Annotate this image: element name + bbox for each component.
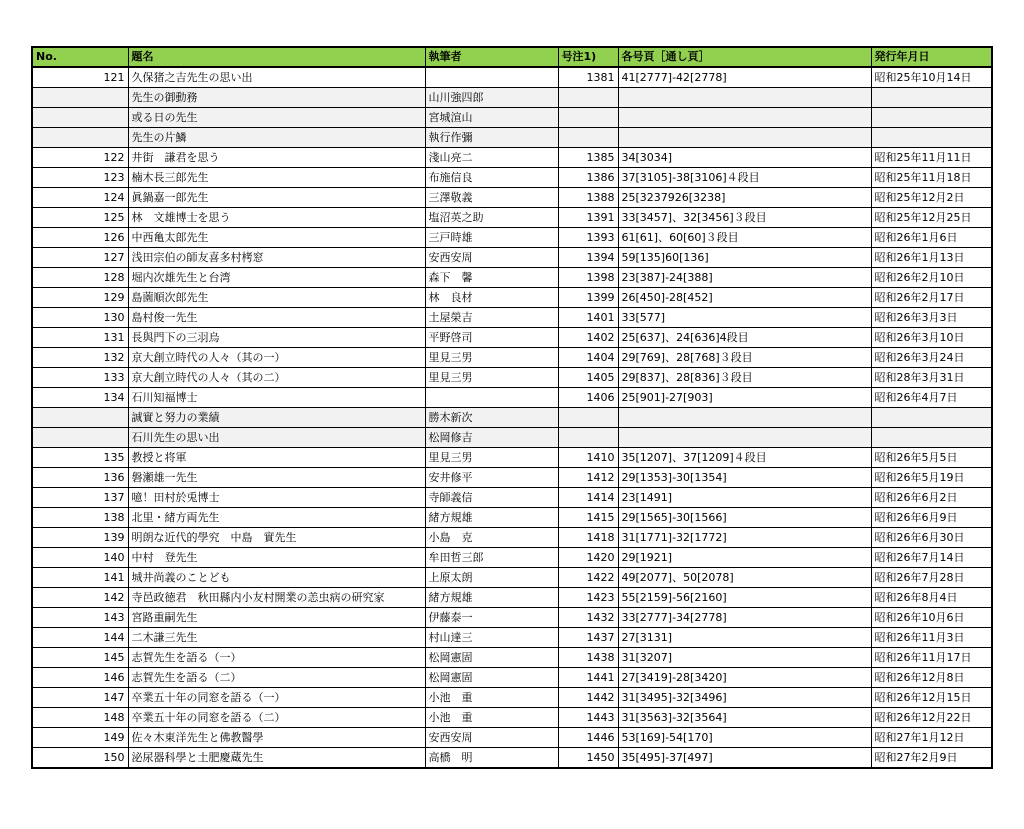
header-issue[interactable]: 号注1) [558, 47, 618, 67]
cell-title[interactable]: 中西亀太郎先生 [128, 228, 425, 248]
cell-issue[interactable]: 1418 [558, 528, 618, 548]
cell-no[interactable]: 145 [32, 648, 128, 668]
table-row[interactable] [32, 108, 992, 128]
cell-title[interactable]: 楠木長三郎先生 [128, 168, 425, 188]
cell-title[interactable]: 卒業五十年の同窓を語る（二） [128, 708, 425, 728]
cell-title[interactable]: 城井尚義のことども [128, 568, 425, 588]
cell-pages[interactable] [618, 428, 871, 448]
cell-pages[interactable]: 29[1565]-30[1566] [618, 508, 871, 528]
cell-title[interactable]: 寺邑政徳君 秋田縣内小友村開業の恙虫病の研究家 [128, 588, 425, 608]
cell-title[interactable]: 島薗順次郎先生 [128, 288, 425, 308]
cell-pages[interactable]: 27[3419]-28[3420] [618, 668, 871, 688]
table-row[interactable] [32, 368, 992, 388]
cell-author[interactable]: 村山達三 [425, 628, 558, 648]
cell-date[interactable]: 昭和26年12月8日 [871, 668, 992, 688]
cell-issue[interactable] [558, 108, 618, 128]
cell-date[interactable]: 昭和26年11月17日 [871, 648, 992, 668]
cell-pages[interactable]: 33[3457]、32[3456]３段目 [618, 208, 871, 228]
cell-author[interactable]: 布施信良 [425, 168, 558, 188]
table-row[interactable] [32, 468, 992, 488]
cell-author[interactable]: 土屋榮吉 [425, 308, 558, 328]
cell-author[interactable]: 寺師義信 [425, 488, 558, 508]
cell-no[interactable]: 137 [32, 488, 128, 508]
cell-pages[interactable]: 29[1353]-30[1354] [618, 468, 871, 488]
table-row[interactable] [32, 508, 992, 528]
cell-date[interactable]: 昭和26年11月3日 [871, 628, 992, 648]
cell-issue[interactable]: 1441 [558, 668, 618, 688]
cell-title[interactable]: 明朗な近代的學究 中島 實先生 [128, 528, 425, 548]
cell-author[interactable]: 小池 重 [425, 708, 558, 728]
cell-no[interactable]: 140 [32, 548, 128, 568]
cell-pages[interactable]: 41[2777]-42[2778] [618, 67, 871, 88]
table-row[interactable] [32, 408, 992, 428]
cell-issue[interactable]: 1410 [558, 448, 618, 468]
header-no[interactable]: No. [32, 47, 128, 67]
cell-no[interactable]: 149 [32, 728, 128, 748]
cell-title[interactable]: 卒業五十年の同窓を語る（一） [128, 688, 425, 708]
cell-date[interactable] [871, 128, 992, 148]
cell-pages[interactable]: 25[901]-27[903] [618, 388, 871, 408]
cell-no[interactable]: 144 [32, 628, 128, 648]
cell-author[interactable]: 宮城渲山 [425, 108, 558, 128]
cell-title[interactable]: 磐瀬雄一先生 [128, 468, 425, 488]
cell-no[interactable]: 148 [32, 708, 128, 728]
table-row[interactable] [32, 588, 992, 608]
cell-date[interactable]: 昭和26年7月28日 [871, 568, 992, 588]
table-row[interactable] [32, 328, 992, 348]
cell-pages[interactable]: 29[837]、28[836]３段目 [618, 368, 871, 388]
header-title[interactable]: 題名 [128, 47, 425, 67]
header-date[interactable]: 発行年月日 [871, 47, 992, 67]
cell-title[interactable]: 島村俊一先生 [128, 308, 425, 328]
cell-issue[interactable]: 1446 [558, 728, 618, 748]
cell-no[interactable]: 130 [32, 308, 128, 328]
cell-pages[interactable]: 61[61]、60[60]３段目 [618, 228, 871, 248]
cell-title[interactable]: 眞鍋嘉一郎先生 [128, 188, 425, 208]
table-row[interactable] [32, 628, 992, 648]
cell-author[interactable]: 平野啓司 [425, 328, 558, 348]
table-row[interactable] [32, 528, 992, 548]
cell-no[interactable] [32, 108, 128, 128]
cell-date[interactable]: 昭和26年6月30日 [871, 528, 992, 548]
cell-date[interactable]: 昭和26年7月14日 [871, 548, 992, 568]
cell-pages[interactable]: 34[3034] [618, 148, 871, 168]
cell-no[interactable] [32, 88, 128, 108]
cell-author[interactable] [425, 388, 558, 408]
cell-pages[interactable]: 55[2159]-56[2160] [618, 588, 871, 608]
cell-no[interactable]: 135 [32, 448, 128, 468]
cell-pages[interactable]: 33[577] [618, 308, 871, 328]
cell-pages[interactable] [618, 108, 871, 128]
cell-pages[interactable]: 31[1771]-32[1772] [618, 528, 871, 548]
cell-author[interactable] [425, 67, 558, 88]
table-row[interactable] [32, 608, 992, 628]
cell-issue[interactable] [558, 128, 618, 148]
cell-issue[interactable]: 1420 [558, 548, 618, 568]
cell-issue[interactable]: 1443 [558, 708, 618, 728]
cell-author[interactable]: 小池 重 [425, 688, 558, 708]
cell-date[interactable] [871, 108, 992, 128]
cell-issue[interactable]: 1401 [558, 308, 618, 328]
cell-issue[interactable]: 1405 [558, 368, 618, 388]
cell-date[interactable] [871, 88, 992, 108]
cell-author[interactable]: 安西安周 [425, 248, 558, 268]
cell-date[interactable]: 昭和26年3月10日 [871, 328, 992, 348]
cell-title[interactable]: 先生の御動務 [128, 88, 425, 108]
cell-issue[interactable]: 1398 [558, 268, 618, 288]
cell-author[interactable]: 安井修平 [425, 468, 558, 488]
cell-pages[interactable] [618, 408, 871, 428]
cell-no[interactable]: 143 [32, 608, 128, 628]
table-row[interactable] [32, 388, 992, 408]
cell-pages[interactable]: 25[637]、24[636]4段目 [618, 328, 871, 348]
cell-author[interactable]: 緒方規雄 [425, 508, 558, 528]
table-row[interactable] [32, 428, 992, 448]
cell-title[interactable]: 志賀先生を語る（一） [128, 648, 425, 668]
cell-pages[interactable]: 31[3495]-32[3496] [618, 688, 871, 708]
cell-issue[interactable]: 1438 [558, 648, 618, 668]
cell-issue[interactable] [558, 408, 618, 428]
cell-title[interactable]: 久保猪之吉先生の思い出 [128, 67, 425, 88]
cell-title[interactable]: 京大創立時代の人々（其の二） [128, 368, 425, 388]
cell-date[interactable]: 昭和27年2月9日 [871, 748, 992, 769]
cell-date[interactable]: 昭和26年2月10日 [871, 268, 992, 288]
cell-no[interactable]: 138 [32, 508, 128, 528]
table-row[interactable] [32, 248, 992, 268]
cell-no[interactable]: 126 [32, 228, 128, 248]
table-row[interactable] [32, 67, 992, 88]
cell-issue[interactable]: 1406 [558, 388, 618, 408]
cell-issue[interactable] [558, 428, 618, 448]
cell-issue[interactable]: 1414 [558, 488, 618, 508]
cell-date[interactable]: 昭和26年5月5日 [871, 448, 992, 468]
cell-issue[interactable]: 1393 [558, 228, 618, 248]
cell-pages[interactable]: 23[387]-24[388] [618, 268, 871, 288]
cell-author[interactable]: 小島 克 [425, 528, 558, 548]
cell-author[interactable]: 上原太朗 [425, 568, 558, 588]
cell-title[interactable]: 先生の片鱗 [128, 128, 425, 148]
spreadsheet [31, 46, 991, 769]
cell-pages[interactable] [618, 88, 871, 108]
table-row[interactable] [32, 568, 992, 588]
cell-author[interactable]: 三戸時雄 [425, 228, 558, 248]
cell-issue[interactable]: 1386 [558, 168, 618, 188]
cell-author[interactable]: 山川強四郎 [425, 88, 558, 108]
cell-author[interactable]: 牟田哲三郎 [425, 548, 558, 568]
cell-title[interactable]: 京大創立時代の人々（其の一） [128, 348, 425, 368]
cell-no[interactable]: 141 [32, 568, 128, 588]
cell-issue[interactable]: 1415 [558, 508, 618, 528]
cell-issue[interactable]: 1432 [558, 608, 618, 628]
cell-title[interactable]: 北里・緒方両先生 [128, 508, 425, 528]
cell-author[interactable]: 塩沼英之助 [425, 208, 558, 228]
cell-pages[interactable]: 33[2777]-34[2778] [618, 608, 871, 628]
cell-no[interactable]: 124 [32, 188, 128, 208]
cell-no[interactable]: 132 [32, 348, 128, 368]
header-pages[interactable]: 各号頁［通し頁］ [618, 47, 871, 67]
cell-title[interactable]: 浅田宗伯の師友喜多村栲窓 [128, 248, 425, 268]
cell-date[interactable]: 昭和26年12月22日 [871, 708, 992, 728]
cell-no[interactable]: 136 [32, 468, 128, 488]
cell-title[interactable]: 宮路重嗣先生 [128, 608, 425, 628]
cell-pages[interactable]: 49[2077]、50[2078] [618, 568, 871, 588]
cell-date[interactable]: 昭和26年12月15日 [871, 688, 992, 708]
cell-author[interactable]: 森下 馨 [425, 268, 558, 288]
cell-pages[interactable]: 26[450]-28[452] [618, 288, 871, 308]
cell-date[interactable]: 昭和25年11月11日 [871, 148, 992, 168]
cell-author[interactable]: 松岡憲固 [425, 648, 558, 668]
cell-no[interactable]: 147 [32, 688, 128, 708]
cell-date[interactable]: 昭和26年3月24日 [871, 348, 992, 368]
table-row[interactable] [32, 448, 992, 468]
cell-issue[interactable]: 1412 [558, 468, 618, 488]
cell-date[interactable]: 昭和26年6月2日 [871, 488, 992, 508]
cell-date[interactable]: 昭和26年4月7日 [871, 388, 992, 408]
cell-title[interactable]: 教授と将軍 [128, 448, 425, 468]
cell-author[interactable]: 松岡憲固 [425, 668, 558, 688]
cell-pages[interactable]: 31[3563]-32[3564] [618, 708, 871, 728]
cell-issue[interactable]: 1402 [558, 328, 618, 348]
cell-author[interactable]: 淺山亮二 [425, 148, 558, 168]
cell-pages[interactable]: 29[1921] [618, 548, 871, 568]
table-row[interactable] [32, 688, 992, 708]
table-row[interactable] [32, 228, 992, 248]
cell-pages[interactable]: 27[3131] [618, 628, 871, 648]
cell-no[interactable]: 123 [32, 168, 128, 188]
cell-issue[interactable]: 1394 [558, 248, 618, 268]
cell-no[interactable]: 139 [32, 528, 128, 548]
cell-title[interactable]: 林 文雄博士を思う [128, 208, 425, 228]
cell-author[interactable]: 里見三男 [425, 348, 558, 368]
cell-issue[interactable]: 1385 [558, 148, 618, 168]
cell-issue[interactable]: 1450 [558, 748, 618, 769]
cell-no[interactable]: 134 [32, 388, 128, 408]
cell-pages[interactable]: 59[135]60[136] [618, 248, 871, 268]
cell-date[interactable]: 昭和26年1月6日 [871, 228, 992, 248]
cell-author[interactable]: 三澤敬義 [425, 188, 558, 208]
cell-date[interactable]: 昭和25年12月25日 [871, 208, 992, 228]
table-row[interactable] [32, 708, 992, 728]
cell-no[interactable]: 142 [32, 588, 128, 608]
cell-date[interactable]: 昭和25年10月14日 [871, 67, 992, 88]
cell-date[interactable]: 昭和26年3月3日 [871, 308, 992, 328]
cell-issue[interactable]: 1423 [558, 588, 618, 608]
cell-no[interactable]: 129 [32, 288, 128, 308]
cell-title[interactable]: 石川先生の思い出 [128, 428, 425, 448]
cell-pages[interactable]: 35[1207]、37[1209]４段目 [618, 448, 871, 468]
cell-author[interactable]: 里見三男 [425, 448, 558, 468]
table-row[interactable] [32, 548, 992, 568]
cell-author[interactable]: 林 良材 [425, 288, 558, 308]
table-row[interactable] [32, 88, 992, 108]
cell-author[interactable]: 安西安周 [425, 728, 558, 748]
table-row[interactable] [32, 148, 992, 168]
table-row[interactable] [32, 348, 992, 368]
cell-no[interactable]: 133 [32, 368, 128, 388]
cell-no[interactable]: 150 [32, 748, 128, 769]
cell-title[interactable]: 佐々木東洋先生と佛教醫學 [128, 728, 425, 748]
cell-issue[interactable]: 1404 [558, 348, 618, 368]
cell-date[interactable]: 昭和26年6月9日 [871, 508, 992, 528]
cell-date[interactable]: 昭和26年2月17日 [871, 288, 992, 308]
cell-date[interactable] [871, 428, 992, 448]
header-row [32, 47, 992, 67]
cell-title[interactable]: 堀内次雄先生と台湾 [128, 268, 425, 288]
cell-issue[interactable]: 1437 [558, 628, 618, 648]
cell-no[interactable]: 121 [32, 67, 128, 88]
cell-title[interactable]: 石川知福博士 [128, 388, 425, 408]
table-row[interactable] [32, 308, 992, 328]
cell-no[interactable]: 125 [32, 208, 128, 228]
cell-pages[interactable]: 35[495]-37[497] [618, 748, 871, 769]
table-row[interactable] [32, 728, 992, 748]
table-row[interactable] [32, 668, 992, 688]
cell-title[interactable]: 噫！田村於兎博士 [128, 488, 425, 508]
cell-title[interactable]: 井街 謙君を思う [128, 148, 425, 168]
cell-author[interactable]: 松岡修吉 [425, 428, 558, 448]
cell-pages[interactable]: 31[3207] [618, 648, 871, 668]
cell-issue[interactable]: 1381 [558, 67, 618, 88]
cell-issue[interactable] [558, 88, 618, 108]
table-row[interactable] [32, 128, 992, 148]
table-row[interactable] [32, 168, 992, 188]
cell-no[interactable]: 127 [32, 248, 128, 268]
cell-author[interactable]: 高橋 明 [425, 748, 558, 769]
cell-no[interactable] [32, 128, 128, 148]
cell-author[interactable]: 執行作彌 [425, 128, 558, 148]
cell-issue[interactable]: 1422 [558, 568, 618, 588]
cell-pages[interactable]: 25[3237926[3238] [618, 188, 871, 208]
cell-date[interactable]: 昭和25年12月2日 [871, 188, 992, 208]
table-body [32, 67, 992, 768]
cell-date[interactable]: 昭和25年11月18日 [871, 168, 992, 188]
cell-issue[interactable]: 1391 [558, 208, 618, 228]
cell-no[interactable] [32, 408, 128, 428]
cell-date[interactable]: 昭和26年5月19日 [871, 468, 992, 488]
cell-author[interactable]: 伊藤泰一 [425, 608, 558, 628]
cell-no[interactable]: 128 [32, 268, 128, 288]
table-row[interactable] [32, 188, 992, 208]
cell-title[interactable]: 二木謙三先生 [128, 628, 425, 648]
cell-pages[interactable]: 53[169]-54[170] [618, 728, 871, 748]
cell-pages[interactable]: 23[1491] [618, 488, 871, 508]
cell-title[interactable]: 或る日の先生 [128, 108, 425, 128]
cell-pages[interactable]: 37[3105]-38[3106]４段目 [618, 168, 871, 188]
cell-no[interactable]: 122 [32, 148, 128, 168]
table-row[interactable] [32, 268, 992, 288]
cell-date[interactable]: 昭和27年1月12日 [871, 728, 992, 748]
cell-date[interactable] [871, 408, 992, 428]
table-row[interactable] [32, 208, 992, 228]
cell-issue[interactable]: 1399 [558, 288, 618, 308]
cell-date[interactable]: 昭和26年1月13日 [871, 248, 992, 268]
cell-no[interactable] [32, 428, 128, 448]
table-row[interactable] [32, 748, 992, 769]
cell-issue[interactable]: 1442 [558, 688, 618, 708]
cell-no[interactable]: 146 [32, 668, 128, 688]
header-author[interactable]: 執筆者 [425, 47, 558, 67]
cell-author[interactable]: 勝木新次 [425, 408, 558, 428]
cell-title[interactable]: 誠實と努力の業績 [128, 408, 425, 428]
cell-date[interactable]: 昭和26年8月4日 [871, 588, 992, 608]
data-table [31, 46, 993, 769]
cell-date[interactable]: 昭和28年3月31日 [871, 368, 992, 388]
table-row[interactable] [32, 648, 992, 668]
cell-author[interactable]: 里見三男 [425, 368, 558, 388]
table-row[interactable] [32, 488, 992, 508]
cell-title[interactable]: 中村 登先生 [128, 548, 425, 568]
cell-pages[interactable] [618, 128, 871, 148]
cell-no[interactable]: 131 [32, 328, 128, 348]
cell-title[interactable]: 長與門下の三羽烏 [128, 328, 425, 348]
cell-title[interactable]: 泌尿器科學と土肥慶蔵先生 [128, 748, 425, 769]
cell-pages[interactable]: 29[769]、28[768]３段目 [618, 348, 871, 368]
cell-title[interactable]: 志賀先生を語る（二） [128, 668, 425, 688]
table-row[interactable] [32, 288, 992, 308]
cell-author[interactable]: 緒方規雄 [425, 588, 558, 608]
cell-date[interactable]: 昭和26年10月6日 [871, 608, 992, 628]
cell-issue[interactable]: 1388 [558, 188, 618, 208]
